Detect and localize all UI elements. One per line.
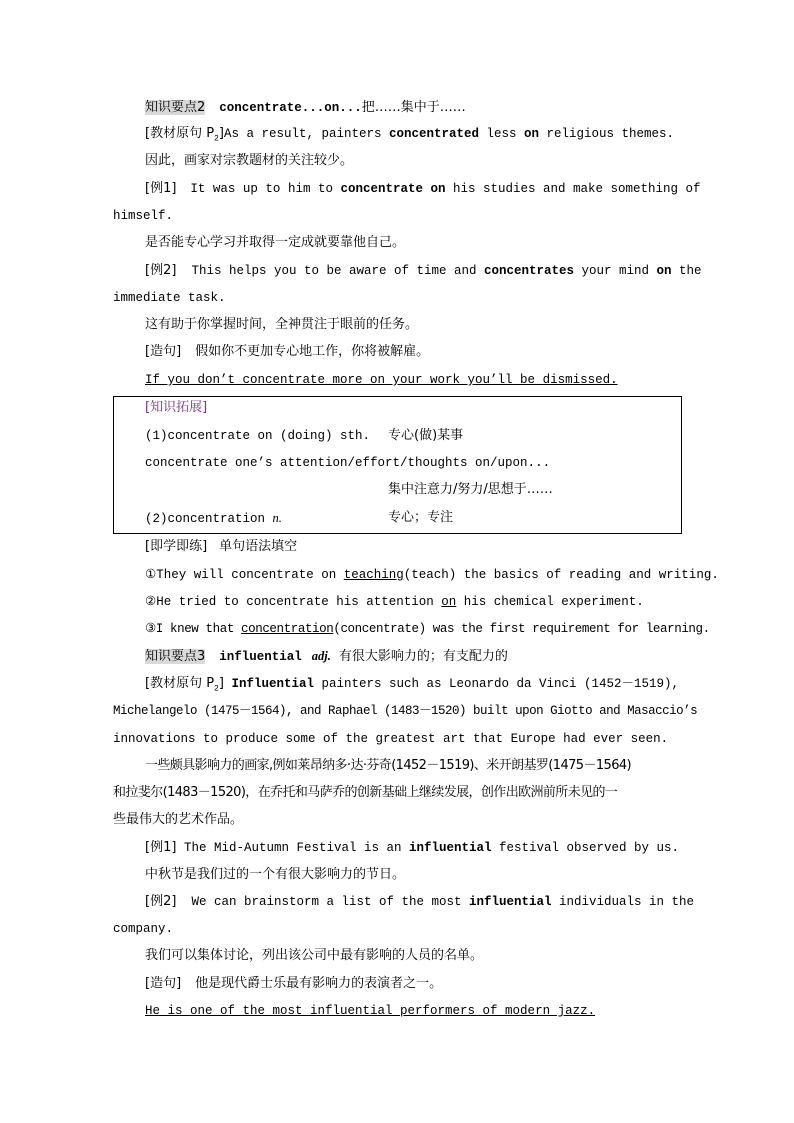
kp2-example2-cont: immediate task. [113, 291, 226, 305]
kp2-tag: 知识要点2 [145, 100, 206, 115]
ext-title: [知识拓展] [145, 400, 208, 415]
kp3-word: influential [219, 650, 302, 664]
kp2-make-answer: If you don’t concentrate more on your work you’ll be dismissed. [145, 373, 618, 387]
ext-row3-cn: 专心；专注 [388, 510, 454, 525]
kp3-cn-l2: 和拉斐尔(1483－1520)，在乔托和马萨乔的创新基础上继续发展，创作出欧洲前所未见的一 [113, 785, 618, 800]
ext-row2-en: concentrate one’s attention/effort/thoughts on/upon... [145, 456, 551, 470]
kp3-example2-cn: 我们可以集体讨论，列出该公司中最有影响的人员的名单。 [145, 948, 484, 963]
kp2-meaning: 把……集中于…… [361, 100, 466, 115]
practice-heading: [即学即练] 单句语法填空 [145, 539, 298, 554]
kp3-cn-l3: 些最伟大的艺术作品。 [113, 812, 244, 827]
kp3-make-answer: He is one of the most influential performers of modern jazz. [145, 1004, 596, 1018]
practice-q3-answer: concentration [241, 622, 334, 636]
kp2-example1-cont: himself. [113, 209, 174, 223]
kp2-word: concentrate...on... [219, 101, 362, 115]
kp2-heading [145, 99, 466, 116]
kp2-original: [教材原句 $P_2]As$ a result, painters concentrated less on religious themes. [145, 126, 675, 144]
kp3-example1-cn: 中秋节是我们过的一个有很大影响力的节日。 [145, 867, 406, 882]
kp2-original-cn: 因此，画家对宗教题材的关注较少。 [145, 153, 354, 168]
kp2-example2: [例2] This helps you to be aware of time and concentrates your mind on the [145, 263, 702, 278]
kp3-meaning: 有很大影响力的；有支配力的 [338, 649, 508, 664]
kp2-example1: [例1] It was up to him to concentrate on his studies and make something of [145, 181, 701, 196]
kp3-original: [教材原句 $P_2$] Influential painters such as Leonardo da Vinci (1452－1519), [145, 676, 680, 694]
practice-q1-answer: teaching [343, 568, 404, 582]
kp3-original-l3: innovations to produce some of the greatest art that Europe had ever seen. [113, 732, 669, 746]
kp3-tag: 知识要点3 [145, 649, 206, 664]
kp3-heading [145, 648, 508, 665]
kp3-example2-cont: company. [113, 922, 174, 936]
ext-row1-cn: 专心(做)某事 [388, 428, 464, 443]
practice-q3: ③I knew that concentration(concentrate) was the first requirement for learning. [145, 622, 710, 636]
kp3-cn-l1: 一些颇具影响力的画家,例如莱昂纳多·达·芬奇(1452－1519)、米开朗基罗(1475－1564) [145, 758, 632, 773]
kp3-make-sentence: [造句] 他是现代爵士乐最有影响力的表演者之一。 [145, 976, 443, 991]
practice-q1: ①They will concentrate on teaching(teach) the basics of reading and writing. [145, 568, 719, 582]
ext-row1-en: (1)concentrate on (doing) sth. [145, 429, 371, 443]
kp2-make-sentence: [造句] 假如你不更加专心地工作，你将被解雇。 [145, 344, 430, 359]
practice-q2-answer: on [441, 595, 457, 609]
ext-row2-cn: 集中注意力/努力/思想于…… [388, 482, 553, 497]
kp3-example2: [例2] We can brainstorm a list of the most influential individuals in the [145, 894, 695, 909]
kp3-example1: [例1] The Mid-Autumn Festival is an influential festival observed by us. [145, 840, 680, 855]
kp3-pos: adj. [311, 649, 331, 663]
kp2-example2-cn: 这有助于你掌握时间，全神贯注于眼前的任务。 [145, 317, 419, 332]
kp2-example1-cn: 是否能专心学习并取得一定成就要靠他自己。 [145, 235, 406, 250]
practice-q2: ②He tried to concentrate his attention on his chemical experiment. [145, 595, 644, 609]
ext-row3-en: (2)concentration n. [145, 511, 282, 526]
kp3-original-l2: Michelangelo (1475－1564), and Raphael (1483－1520) built upon Giotto and Masaccio’s [113, 704, 698, 718]
